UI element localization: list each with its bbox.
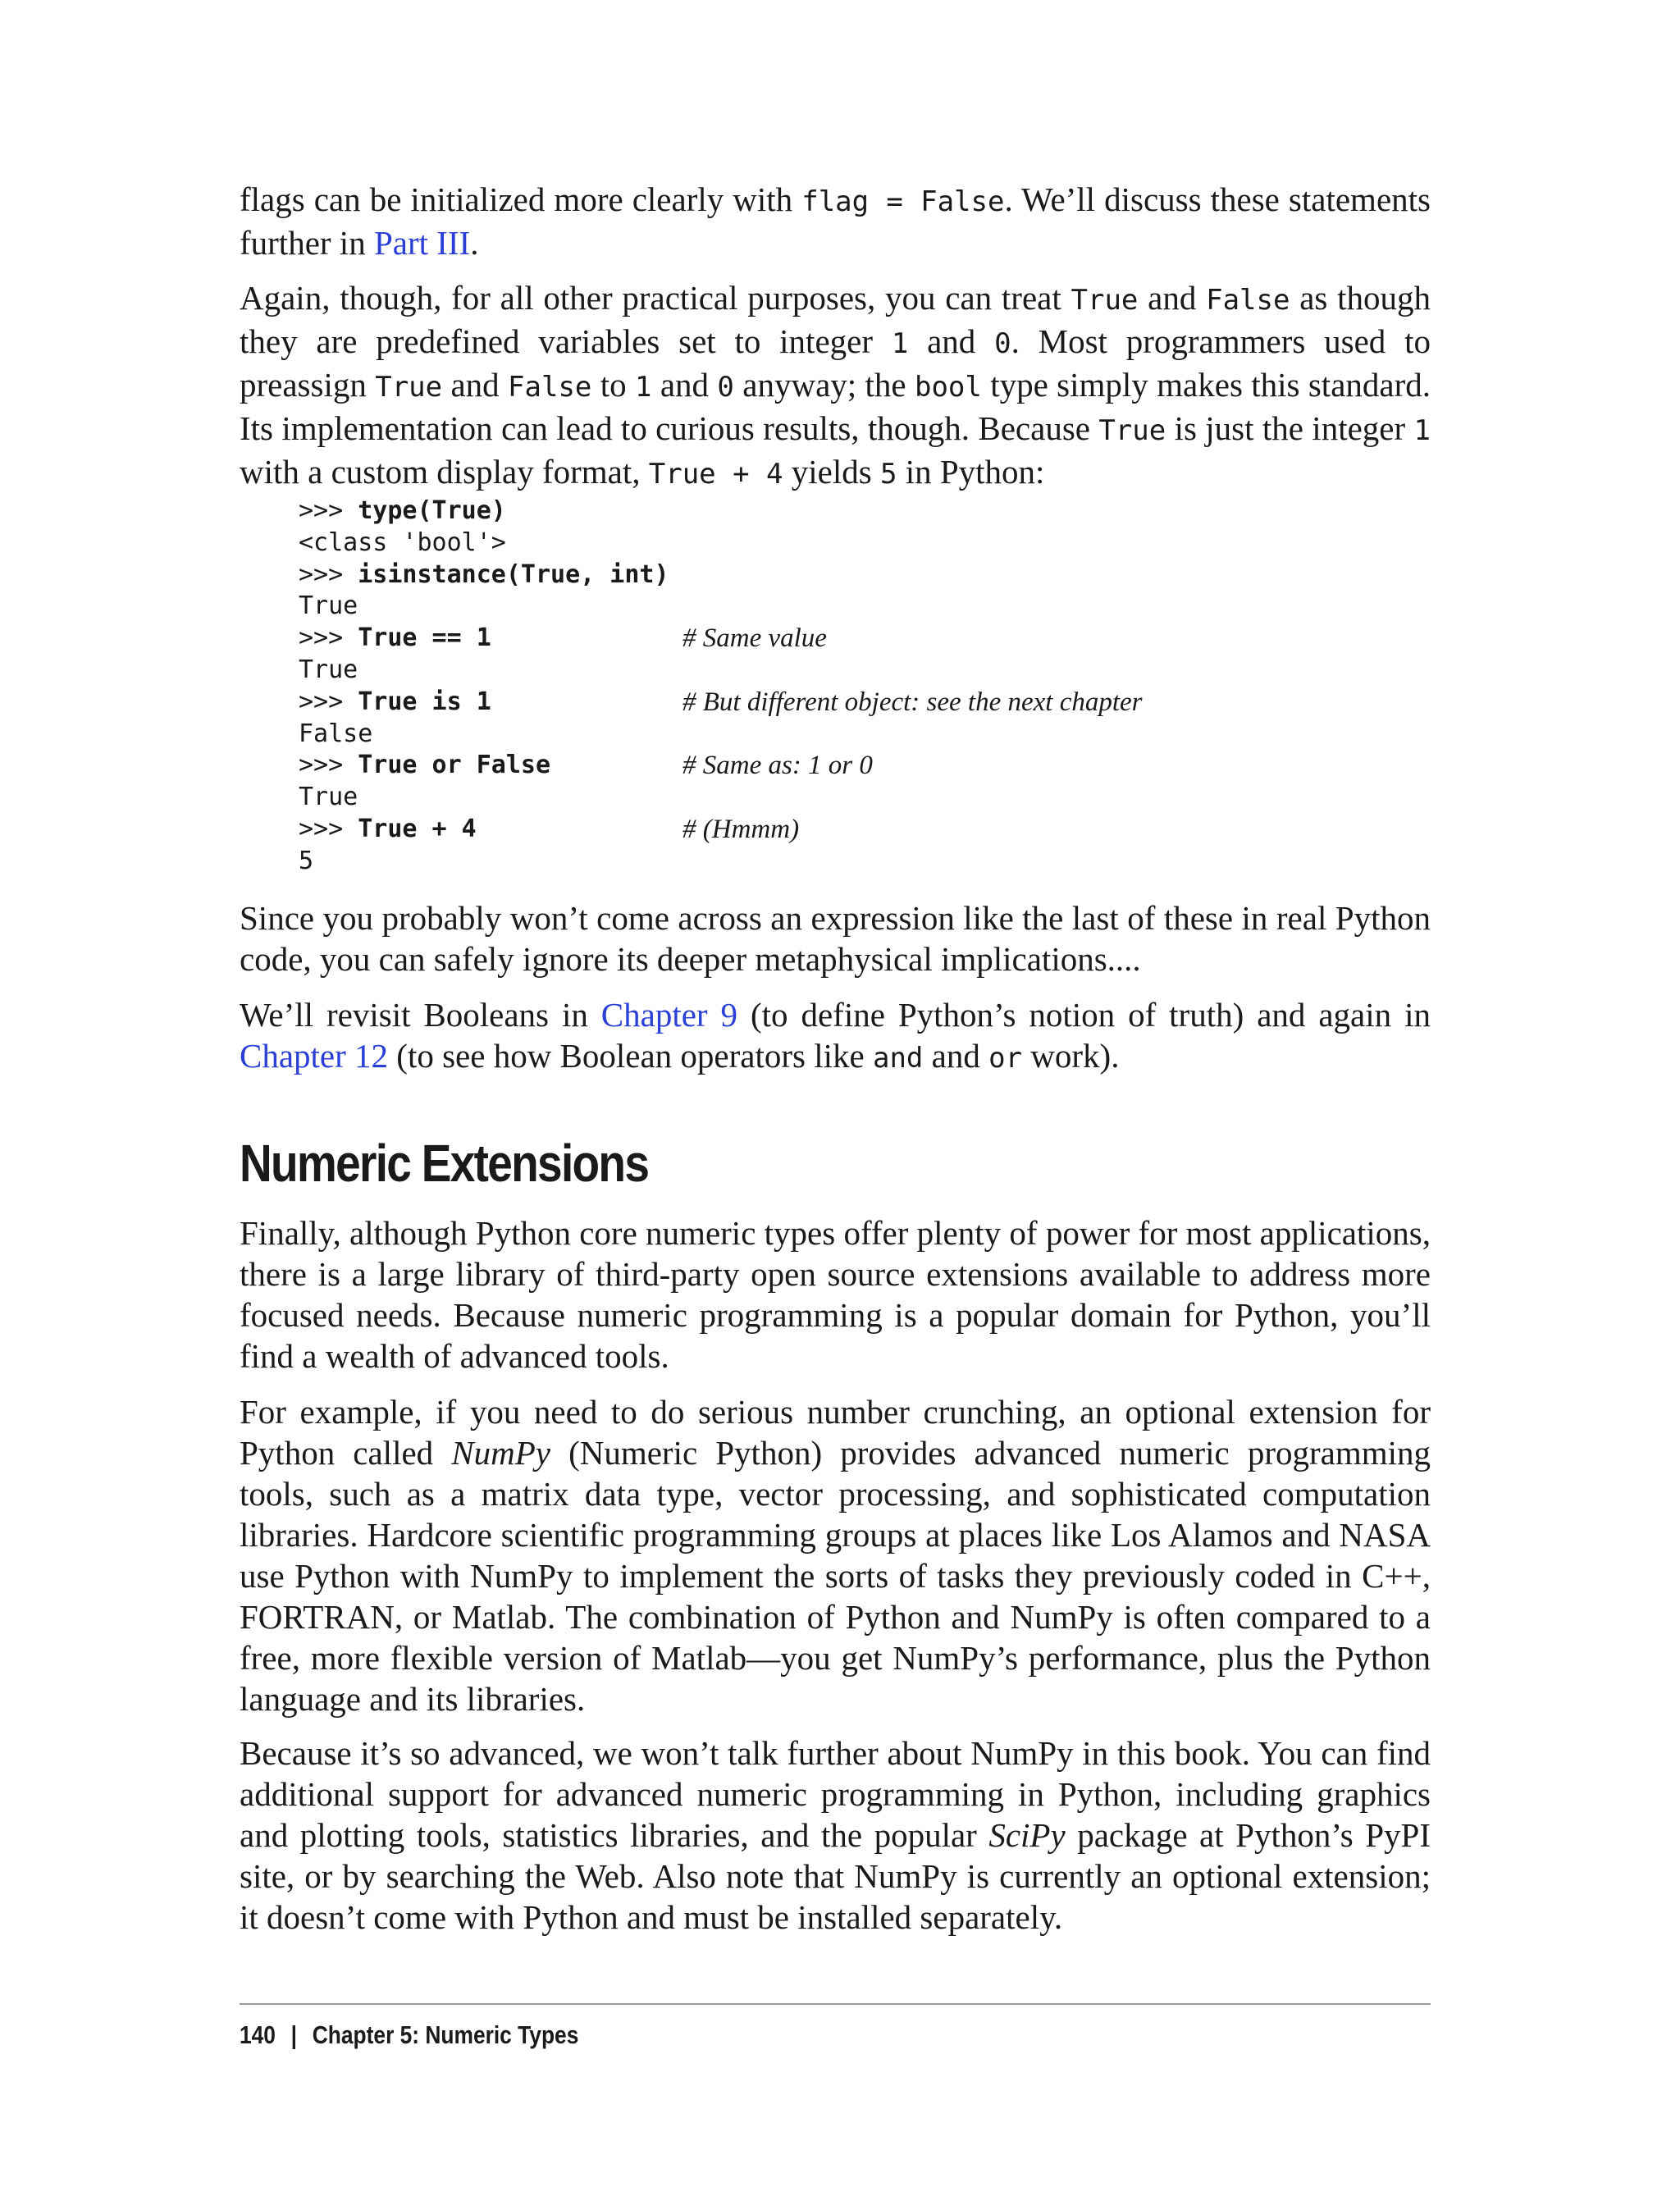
- code-line: >>> True or False # Same as: 1 or 0: [299, 751, 873, 781]
- code-line: >>> type(True): [299, 496, 506, 525]
- page-number: 140: [240, 2020, 276, 2049]
- section-heading: Numeric Extensions: [240, 1134, 649, 1193]
- paragraph-revisit-booleans: We’ll revisit Booleans in Chapter 9 (to define Python’s notion of truth) and again in Chapter 12 (to see how Boolean operators like and and or work).: [240, 996, 1431, 1075]
- page-footer: [240, 2016, 578, 2054]
- code-example: [299, 495, 1431, 878]
- code-line: >>> True is 1 # But different object: see the next chapter: [299, 687, 1143, 717]
- code-line: 5: [299, 846, 314, 875]
- code-line: True: [299, 591, 358, 621]
- code-line: True: [299, 783, 358, 812]
- code-comment: # (Hmmm): [682, 814, 800, 844]
- link-part-iii[interactable]: Part III: [373, 224, 471, 262]
- footer-rule: [240, 2003, 1431, 2005]
- inline-code: flag = False: [801, 185, 1005, 218]
- paragraph-extensions-intro: Finally, although Python core numeric types offer plenty of power for most applications, there is a large library of third-party open source extensions available to address more focused needs. Because numeric programming is a popular domain for Python, you’ll find a wealth of advanced tools.: [240, 1214, 1431, 1375]
- code-line: True: [299, 655, 358, 684]
- code-comment: # But different object: see the next chapter: [682, 687, 1143, 717]
- code-line: <class 'bool'>: [299, 527, 506, 557]
- paragraph-numpy: For example, if you need to do serious number crunching, an optional extension for Python called NumPy (Numeric Python) provides advanced numeric programming tools, such as a matrix data type, vector processing, and sophisticated computation libraries. Hardcore scientific programming groups at places like Los Alamos and NASA use Python with NumPy to implement the sorts of tasks they previously coded in C++, FORTRAN, or Matlab. The combination of Python and NumPy is often compared to a free, more flexible version of Matlab—you get NumPy’s performance, plus the Python language and its libraries.: [240, 1393, 1431, 1718]
- code-line: >>> isinstance(True, int): [299, 559, 669, 589]
- link-chapter-9[interactable]: Chapter 9: [600, 996, 738, 1034]
- paragraph-scipy: Because it’s so advanced, we won’t talk further about NumPy in this book. You can find additional support for advanced numeric programming in Python, including graphics and plotting tools, statistics libraries, and the popular SciPy package at Python’s PyPI site, or by searching the Web. Also note that NumPy is currently an optional extension; it doesn’t come with Python and must be installed separately.: [240, 1734, 1431, 1936]
- code-line: False: [299, 719, 373, 748]
- code-comment: # Same as: 1 or 0: [682, 751, 873, 781]
- footer-separator: |: [290, 2020, 298, 2049]
- link-chapter-12[interactable]: Chapter 12: [240, 1037, 389, 1075]
- running-chapter-title: Chapter 5: Numeric Types: [312, 2020, 579, 2049]
- code-line: >>> True + 4 # (Hmmm): [299, 814, 800, 844]
- paragraph-flags: flags can be initialized more clearly with flag = False. We’ll discuss these statements further in Part III.: [240, 180, 1431, 262]
- paragraph-metaphysical: Since you probably won’t come across an expression like the last of these in real Python code, you can safely ignore its deeper metaphysical implications....: [240, 899, 1431, 978]
- code-line: >>> True == 1 # Same value: [299, 623, 827, 654]
- code-comment: # Same value: [682, 623, 827, 654]
- paragraph-bool-integers: Again, though, for all other practical purposes, you can treat True and False as though they are predefined variables set to integer 1 and 0. Most programmers used to preassign True and False to 1 and 0 anyway; the bool type simply makes this standard. Its implementation can lead to curious results, though. Because True is just the integer 1 with a custom display format, True + 4 yields 5 in Python:: [240, 279, 1431, 491]
